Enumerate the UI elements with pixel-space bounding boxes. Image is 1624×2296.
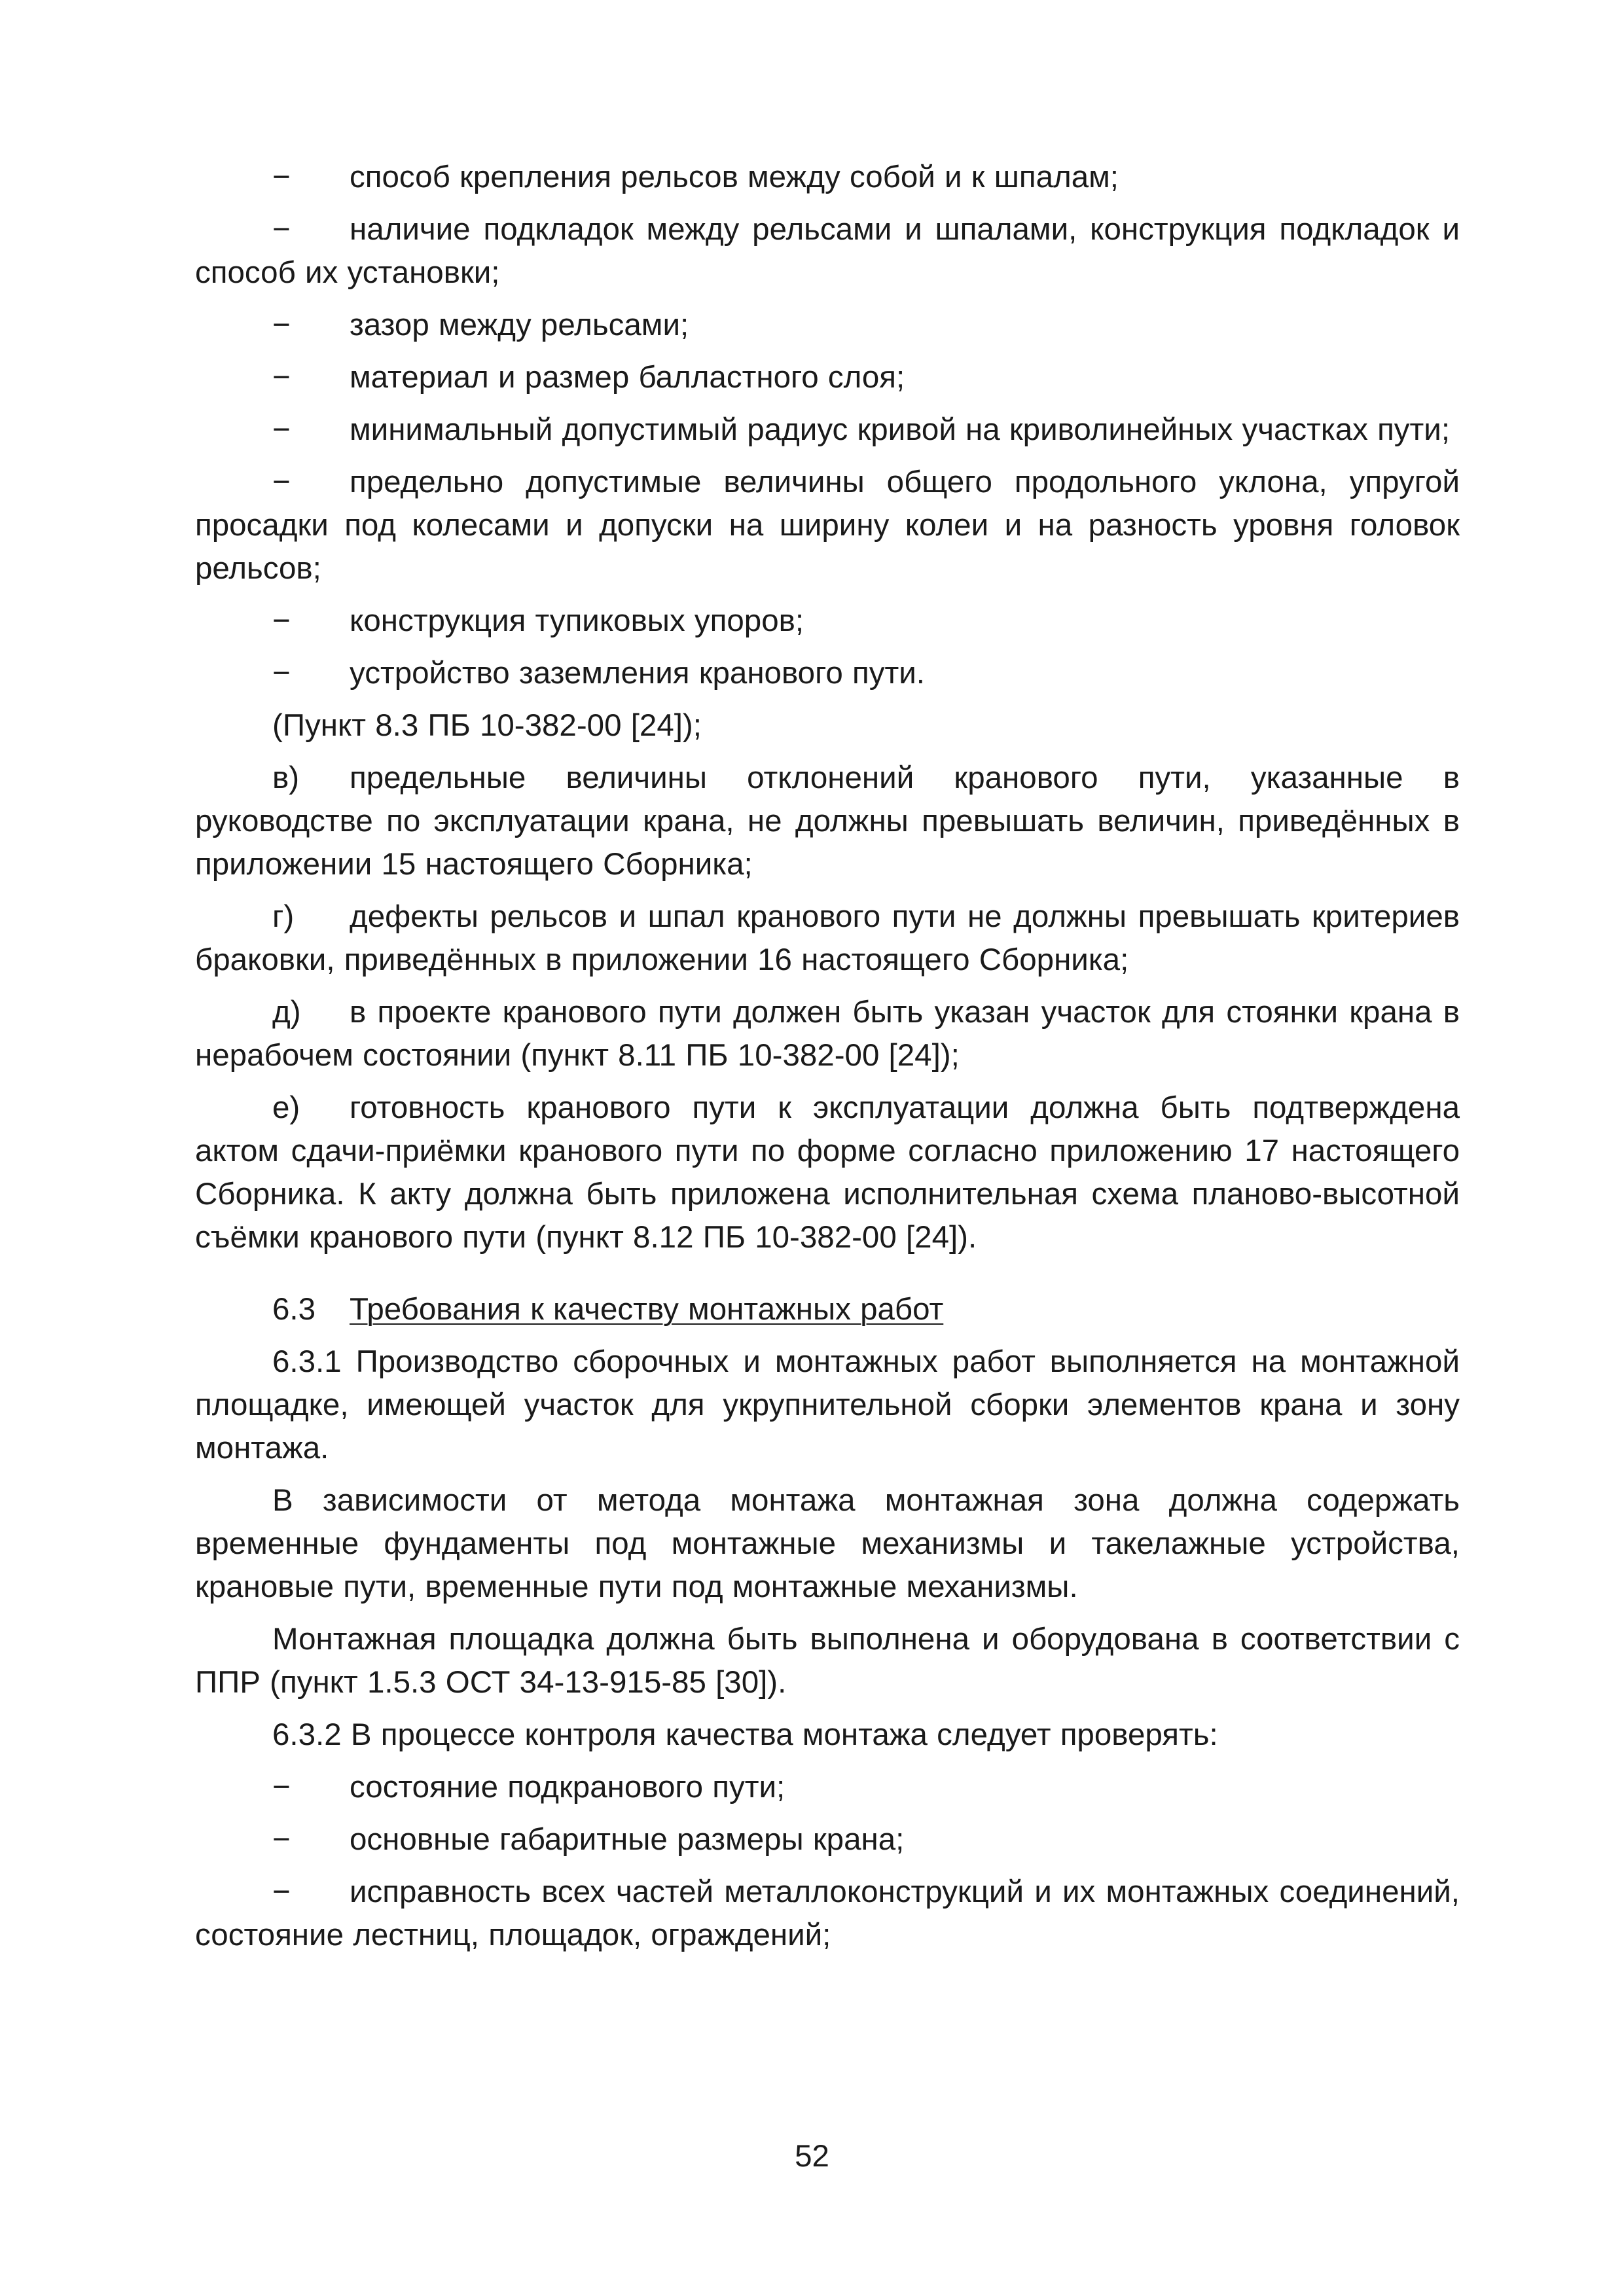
item-label: г): [272, 899, 295, 934]
lettered-item: [195, 757, 1460, 886]
list-item: [195, 652, 1460, 695]
body-paragraph: 6.3.2 В процессе контроля качества монтажа следует проверять:: [272, 1717, 1218, 1752]
dash-marker: −: [272, 1770, 291, 1804]
item-text: готовность кранового пути к эксплуатации должна быть подтверждена актом сдачи-приёмки кранового пути по форме согласно приложению 17 настоящего Сборника. К акту должна быть приложена исполнительная схема планово-высотной съёмки кранового пути (пункт 8.12 ПБ 10-382-00 [24]).: [195, 1090, 1460, 1255]
lettered-item: [195, 1086, 1460, 1259]
list-item-text: основные габаритные размеры крана;: [350, 1822, 905, 1857]
dash-marker: −: [272, 465, 291, 499]
dash-marker: −: [272, 603, 291, 638]
body-paragraph: 6.3.1 Производство сборочных и монтажных работ выполняется на монтажной площадке, имеющей участок для укрупнительной сборки элементов крана и зону монтажа.: [195, 1344, 1460, 1465]
dash-marker: −: [272, 308, 291, 342]
item-label: д): [272, 995, 301, 1030]
list-item-text: наличие подкладок между рельсами и шпалами, конструкция подкладок и способ их установки;: [195, 212, 1460, 290]
page-content: [195, 156, 1460, 1966]
dash-marker: −: [272, 360, 291, 395]
list-item: [195, 156, 1460, 199]
item-text: предельные величины отклонений кранового пути, указанные в руководстве по эксплуатации крана, не должны превышать величин, приведённых в приложении 15 настоящего Сборника;: [195, 761, 1460, 882]
list-item-text: предельно допустимые величины общего продольного уклона, упругой просадки под колесами и допуски на ширину колеи и на разность уровня головок рельсов;: [195, 465, 1460, 586]
body-paragraph: Монтажная площадка должна быть выполнена и оборудована в соответствии с ППР (пункт 1.5.3 ОСТ 34-13-915-85 [30]).: [195, 1622, 1460, 1700]
dash-marker: −: [272, 412, 291, 447]
item-label: е): [272, 1090, 300, 1125]
list-item: [195, 356, 1460, 399]
list-item: [195, 408, 1460, 452]
list-item: [195, 600, 1460, 643]
list-item: [195, 304, 1460, 347]
item-label: в): [272, 761, 300, 795]
list-item: [195, 1818, 1460, 1861]
page-number: 52: [795, 2139, 829, 2174]
list-item: [195, 208, 1460, 295]
list-item: [195, 1766, 1460, 1809]
reference-paragraph: (Пункт 8.3 ПБ 10-382-00 [24]);: [272, 708, 702, 743]
list-item-text: устройство заземления кранового пути.: [350, 656, 925, 691]
item-text: дефекты рельсов и шпал кранового пути не должны превышать критериев браковки, приведённых в приложении 16 настоящего Сборника;: [195, 899, 1460, 977]
section-number: 6.3: [272, 1292, 316, 1327]
list-item-text: исправность всех частей металлоконструкций и их монтажных соединений, состояние лестниц, площадок, ограждений;: [195, 1874, 1460, 1952]
dash-marker: −: [272, 656, 291, 691]
list-item-text: способ крепления рельсов между собой и к шпалам;: [350, 160, 1119, 194]
body-paragraph: В зависимости от метода монтажа монтажная зона должна содержать временные фундаменты под монтажные механизмы и такелажные устройства, крановые пути, временные пути под монтажные механизмы.: [195, 1483, 1460, 1604]
dash-marker: −: [272, 160, 291, 194]
list-item: [195, 461, 1460, 590]
section-heading: [195, 1288, 1460, 1331]
section-title: Требования к качеству монтажных работ: [350, 1292, 944, 1327]
list-item-text: зазор между рельсами;: [350, 308, 689, 342]
list-item-text: конструкция тупиковых упоров;: [350, 603, 804, 638]
item-text: в проекте кранового пути должен быть указан участок для стоянки крана в нерабочем состоянии (пункт 8.11 ПБ 10-382-00 [24]);: [195, 995, 1460, 1073]
list-item-text: состояние подкранового пути;: [350, 1770, 785, 1804]
list-item-text: материал и размер балластного слоя;: [350, 360, 905, 395]
lettered-item: [195, 991, 1460, 1077]
list-item-text: минимальный допустимый радиус кривой на криволинейных участках пути;: [350, 412, 1451, 447]
dash-marker: −: [272, 1874, 291, 1909]
lettered-item: [195, 895, 1460, 982]
dash-marker: −: [272, 212, 291, 247]
dash-marker: −: [272, 1822, 291, 1857]
list-item: [195, 1871, 1460, 1957]
